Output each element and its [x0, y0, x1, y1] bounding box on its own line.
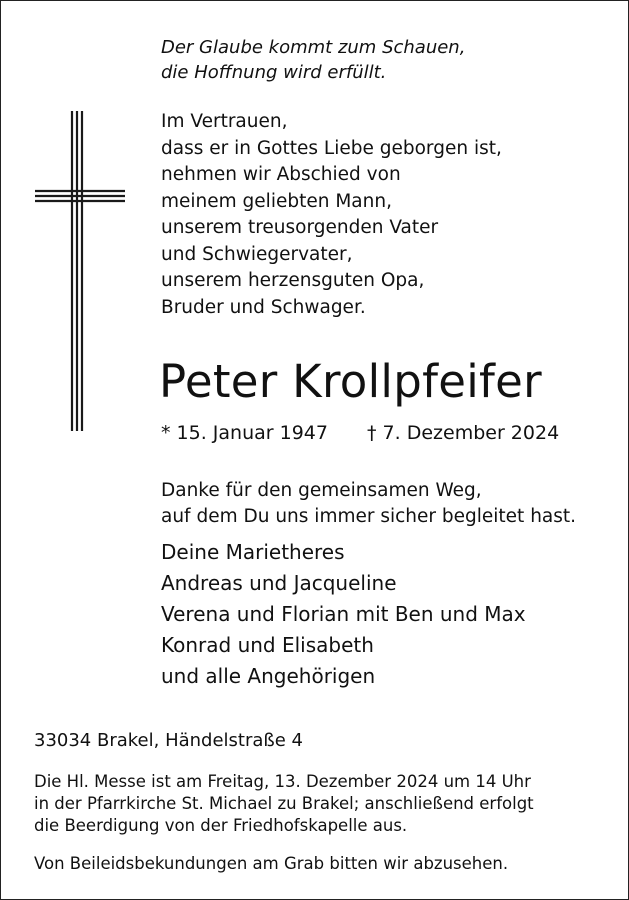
service-line: die Beerdigung von der Friedhofskapelle aus.	[34, 816, 408, 835]
service-line: Die Hl. Messe ist am Freitag, 13. Dezember 2024 um 14 Uhr	[34, 772, 531, 791]
farewell-line: dass er in Gottes Liebe geborgen ist,	[161, 137, 502, 159]
deceased-name: Peter Krollpfeifer	[159, 355, 542, 408]
death-date: † 7. Dezember 2024	[367, 422, 560, 444]
mourner-item: und alle Angehörigen	[161, 664, 376, 688]
condolence-request: Von Beileidsbekundungen am Grab bitten wir abzusehen.	[34, 854, 509, 873]
quote-line: die Hoffnung wird erfüllt.	[161, 62, 387, 83]
farewell-line: und Schwiegervater,	[161, 243, 353, 265]
farewell-line: unserem herzensguten Opa,	[161, 270, 425, 291]
quote-line: Der Glaube kommt zum Schauen,	[161, 37, 466, 58]
thanks-line: Danke für den gemeinsamen Weg,	[161, 480, 482, 501]
service-info	[34, 771, 534, 837]
thanks-line: auf dem Du uns immer sicher begleitet hast.	[161, 506, 577, 527]
farewell-line: Im Vertrauen,	[161, 111, 288, 132]
service-line: in der Pfarrkirche St. Michael zu Brakel; anschließend erfolgt	[34, 794, 534, 813]
birth-date: * 15. Januar 1947	[161, 422, 328, 444]
mourner-item: Deine Marietheres	[161, 540, 345, 564]
family-address: 33034 Brakel, Händelstraße 4	[34, 730, 303, 751]
farewell-text	[161, 109, 502, 321]
farewell-line: nehmen wir Abschied von	[161, 164, 401, 185]
farewell-line: unserem treusorgenden Vater	[161, 217, 439, 238]
mourner-item: Konrad und Elisabeth	[161, 633, 374, 657]
thanks-text	[161, 478, 576, 530]
faith-quote	[161, 35, 465, 85]
farewell-line: meinem geliebten Mann,	[161, 190, 392, 212]
mourner-item: Verena und Florian mit Ben und Max	[161, 602, 526, 626]
farewell-line: Bruder und Schwager.	[161, 296, 366, 318]
cross-icon	[35, 111, 125, 431]
mourner-item: Andreas und Jacqueline	[161, 571, 397, 595]
mourners-list	[161, 537, 526, 692]
